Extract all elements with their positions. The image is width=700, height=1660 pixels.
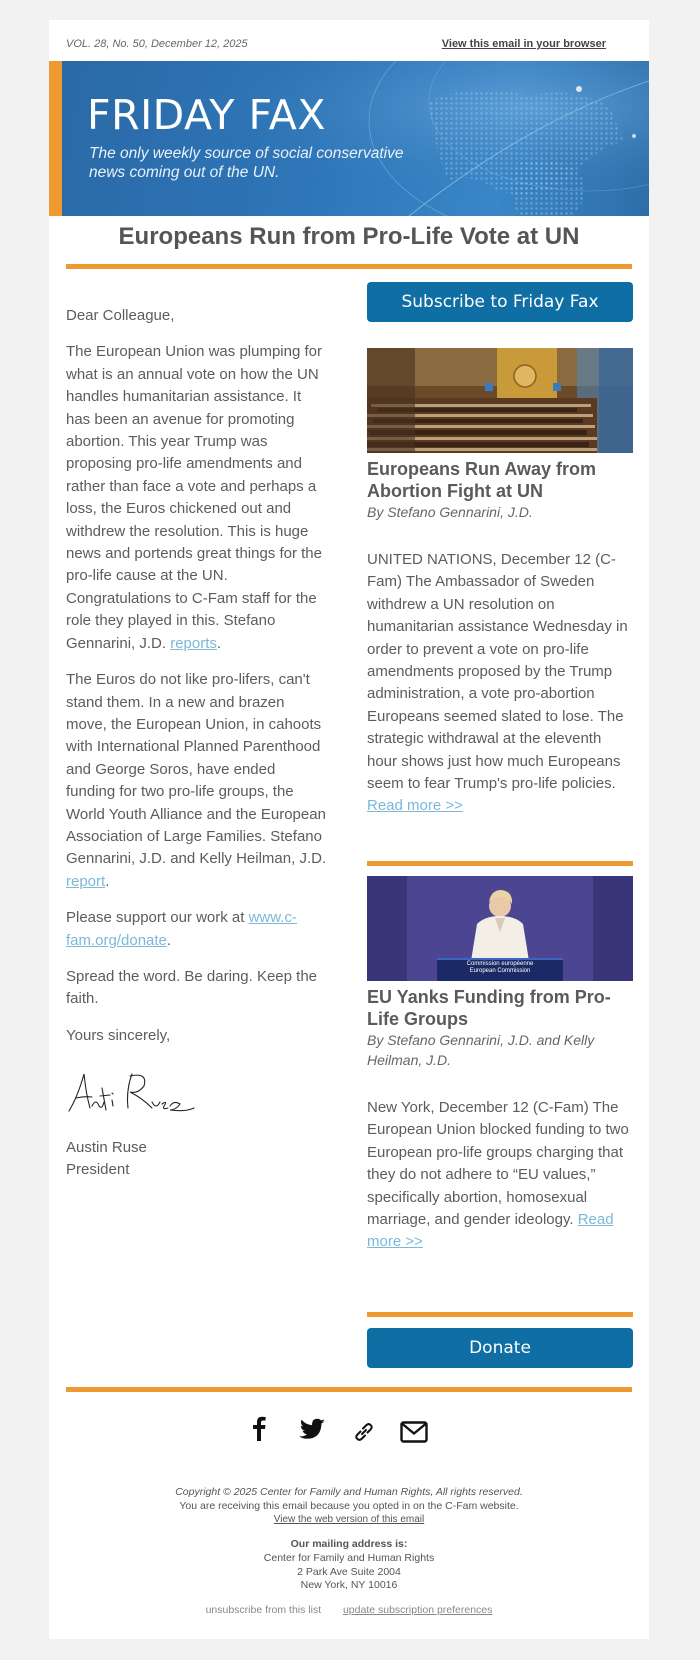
page-title: Europeans Run from Pro-Life Vote at UN bbox=[118, 223, 580, 250]
donate-button[interactable]: Donate bbox=[367, 1328, 633, 1368]
facebook-icon[interactable] bbox=[249, 1415, 269, 1441]
article-1-body: UNITED NATIONS, December 12 (C-Fam) The Ambassador of Sweden withdrew a UN resolution on humanitarian assistance Wednesday in order to prevent a vote on pro-life amendments proposed by the Trump administration, a vote pro-abortion Europeans seemed slated to lose. The strategic withdrawal at the eleventh hour shows just how much Europeans seem to fear Trump's pro-life policies. Read more >> bbox=[367, 551, 628, 815]
article-2-byline: By Stefano Gennarini, J.D. and Kelly Heilman, J.D. bbox=[367, 1032, 595, 1068]
podium-sign bbox=[437, 961, 563, 975]
header-banner bbox=[49, 61, 649, 216]
web-version-row bbox=[49, 1513, 649, 1527]
signer-block bbox=[66, 1137, 147, 1181]
mailing-address-label: Our mailing address is: bbox=[290, 1538, 408, 1550]
article-1-image[interactable] bbox=[367, 348, 633, 453]
podium-sign-line-2: European Commission bbox=[469, 968, 531, 974]
view-in-browser-link[interactable]: View this email in your browser bbox=[441, 38, 606, 50]
article-2-read-more-link[interactable]: Read more >> bbox=[367, 1211, 614, 1251]
podium-sign-line-1: Commission européenne bbox=[466, 961, 534, 967]
unsubscribe-link[interactable]: unsubscribe from this list bbox=[205, 1604, 322, 1616]
mailing-address bbox=[49, 1552, 649, 1593]
letter-body bbox=[66, 305, 328, 1061]
greeting: Dear Colleague, bbox=[66, 307, 175, 324]
headline-divider bbox=[66, 264, 632, 269]
letter-paragraph-4: Spread the word. Be daring. Keep the faith. bbox=[66, 967, 318, 1008]
donate-divider bbox=[367, 1312, 633, 1317]
signer-title: President bbox=[66, 1161, 130, 1178]
article-2-title[interactable]: EU Yanks Funding from Pro-Life Groups bbox=[367, 987, 611, 1029]
article-1-read-more-link[interactable]: Read more >> bbox=[367, 797, 463, 815]
email-container bbox=[49, 20, 649, 1639]
donate-link[interactable]: www.c-fam.org/donate bbox=[66, 909, 297, 949]
signer-name: Austin Ruse bbox=[66, 1139, 147, 1156]
closing: Yours sincerely, bbox=[66, 1026, 171, 1044]
update-preferences-link[interactable]: update subscription preferences bbox=[342, 1604, 493, 1616]
letter-paragraph-1: The European Union was plumping for what is an annual vote on how the UN handles humanitarian assistance. It has been an avenue for promoting abortion. This year Trump was proposing pro-life amendments and rather than face a vote and perhaps a loss, the Euros chickened out and withdrew the resolution. This is huge news and portends great things for the pro-life cause at the UN. Congratulations to C-Fam staff for the role they played in this. Stefano Gennarini, J.D. reports. bbox=[66, 343, 322, 652]
web-version-link[interactable]: View the web version of this email bbox=[273, 1514, 425, 1525]
article-divider bbox=[367, 861, 633, 866]
footer-divider bbox=[66, 1387, 632, 1392]
subscribe-button[interactable]: Subscribe to Friday Fax bbox=[367, 282, 633, 322]
article-1-title[interactable]: Europeans Run Away from Abortion Fight at UN bbox=[367, 459, 597, 501]
letter-paragraph-2: The Euros do not like pro-lifers, can't stand them. In a new and brazen move, the European Union, in cahoots with International Planned Parenthood and George Soros, have ended funding for two pro-life groups, the World Youth Alliance and the European Association of Large Families. Stefano Gennarini, J.D. and Kelly Heilman, J.D. report. bbox=[66, 671, 327, 890]
twitter-icon[interactable] bbox=[298, 1418, 326, 1442]
copyright: Copyright © 2025 Center for Family and Human Rights, All rights reserved. bbox=[175, 1486, 523, 1498]
preheader bbox=[49, 20, 649, 61]
general-assembly-photo bbox=[367, 348, 633, 453]
newsletter-title: FRIDAY FAX bbox=[87, 91, 326, 139]
reports-link[interactable]: reports bbox=[170, 634, 217, 652]
address-city: New York, NY 10016 bbox=[300, 1579, 398, 1591]
banner-accent-stripe bbox=[49, 61, 62, 216]
opt-in-notice: You are receiving this email because you opted in on the C-Fam website. bbox=[179, 1500, 519, 1512]
signature-image bbox=[66, 1066, 196, 1126]
report-link[interactable]: report bbox=[66, 872, 106, 890]
address-street: 2 Park Ave Suite 2004 bbox=[297, 1565, 401, 1578]
article-2-image[interactable] bbox=[367, 876, 633, 981]
volume-info: VOL. 28, No. 50, December 12, 2025 bbox=[66, 38, 248, 50]
article-2-body: New York, December 12 (C-Fam) The European Union blocked funding to two European pro-life groups charging that they do not adhere to “EU values,” specifically abortion, homosexual marriage, and gender ideology. Read more >> bbox=[367, 1099, 629, 1251]
email-icon[interactable] bbox=[400, 1421, 428, 1443]
newsletter-tagline: The only weekly source of social conservative news coming out of the UN. bbox=[89, 145, 404, 181]
letter-paragraph-3: Please support our work at www.c-fam.org/donate. bbox=[66, 909, 297, 949]
footer-links bbox=[49, 1603, 649, 1617]
address-org: Center for Family and Human Rights bbox=[263, 1552, 435, 1564]
link-icon[interactable] bbox=[352, 1420, 376, 1444]
article-1-byline: By Stefano Gennarini, J.D. bbox=[367, 504, 533, 520]
